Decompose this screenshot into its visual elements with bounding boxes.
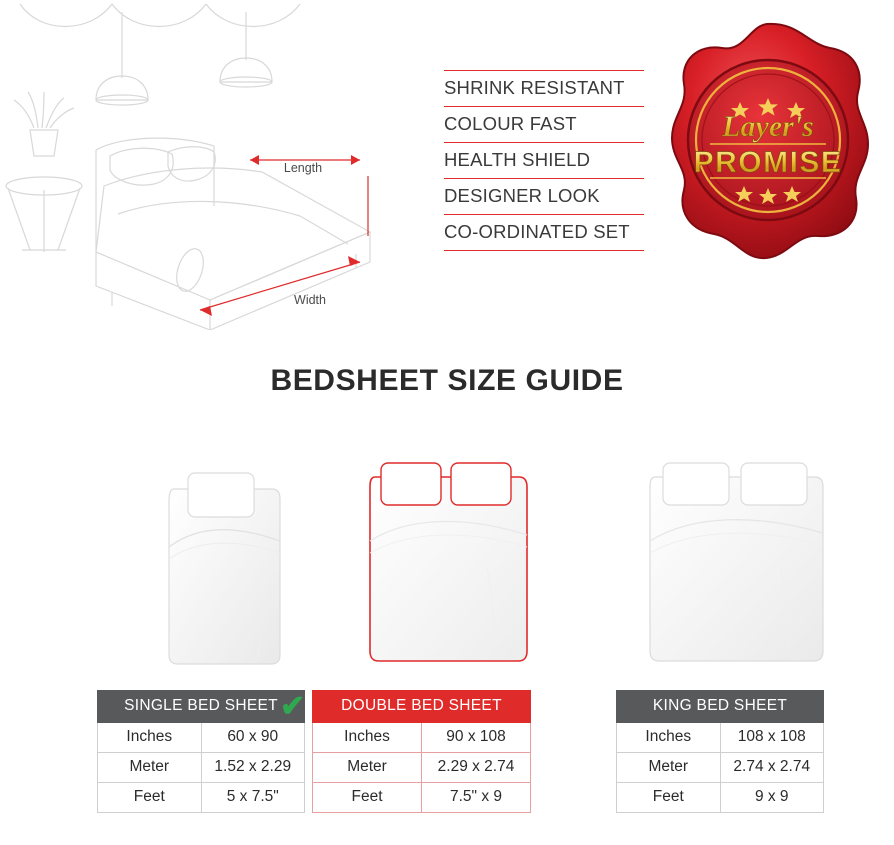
selected-check-icon: ✔	[280, 690, 306, 723]
row-label: Inches	[98, 723, 202, 753]
page-title: BEDSHEET SIZE GUIDE	[270, 364, 624, 397]
bedroom-line-illustration	[0, 0, 420, 330]
promise-feature-list	[444, 70, 644, 251]
row-label: Meter	[313, 753, 422, 783]
table-row	[98, 753, 305, 783]
row-value: 60 x 90	[201, 723, 305, 753]
table-row	[617, 783, 824, 813]
row-value: 9 x 9	[720, 783, 824, 813]
table-row	[313, 753, 531, 783]
single-bed-svg	[158, 455, 288, 670]
table-row	[313, 783, 531, 813]
table-row	[313, 723, 531, 753]
promise-item: DESIGNER LOOK	[444, 179, 644, 215]
row-value: 2.29 x 2.74	[422, 753, 531, 783]
width-label: Width	[294, 293, 326, 307]
table-header-row	[98, 691, 305, 723]
table-row	[617, 753, 824, 783]
double-bed-svg	[361, 455, 533, 670]
row-value: 7.5" x 9	[422, 783, 531, 813]
double-size-table	[312, 690, 531, 813]
king-bed-svg	[641, 455, 829, 670]
promise-item: SHRINK RESISTANT	[444, 70, 644, 107]
table-header-row	[617, 691, 824, 723]
single-size-table	[97, 690, 305, 813]
row-value: 108 x 108	[720, 723, 824, 753]
length-label: Length	[283, 161, 323, 175]
seal-brand-text: Layer's	[722, 110, 814, 143]
table-row	[98, 783, 305, 813]
king-bed-illustration	[600, 455, 870, 690]
bed-column-double[interactable]	[280, 455, 582, 813]
table-row	[617, 723, 824, 753]
double-header-label: DOUBLE BED SHEET	[313, 691, 531, 723]
king-size-table	[616, 690, 824, 813]
king-table-wrap	[616, 690, 886, 813]
row-label: Feet	[313, 783, 422, 813]
bedroom-svg	[0, 0, 420, 330]
double-table-wrap	[280, 690, 582, 813]
row-label: Feet	[617, 783, 721, 813]
row-value: 2.74 x 2.74	[720, 753, 824, 783]
table-header-row	[313, 691, 531, 723]
layers-promise-seal	[658, 18, 876, 270]
double-bed-illustration	[312, 455, 582, 690]
row-label: Inches	[617, 723, 721, 753]
row-value: 1.52 x 2.29	[201, 753, 305, 783]
king-header-label: KING BED SHEET	[617, 691, 824, 723]
row-value: 90 x 108	[422, 723, 531, 753]
promise-item: COLOUR FAST	[444, 107, 644, 143]
promise-item: CO-ORDINATED SET	[444, 215, 644, 251]
row-label: Meter	[98, 753, 202, 783]
table-row	[98, 723, 305, 753]
row-label: Meter	[617, 753, 721, 783]
single-header-label: SINGLE BED SHEET	[98, 691, 305, 723]
bed-column-king[interactable]	[600, 455, 870, 813]
seal-promise-text: PROMISE	[693, 146, 843, 179]
seal-svg	[658, 18, 876, 270]
promise-item: HEALTH SHIELD	[444, 143, 644, 179]
bed-size-columns	[0, 455, 894, 845]
row-label: Feet	[98, 783, 202, 813]
row-label: Inches	[313, 723, 422, 753]
row-value: 5 x 7.5"	[201, 783, 305, 813]
